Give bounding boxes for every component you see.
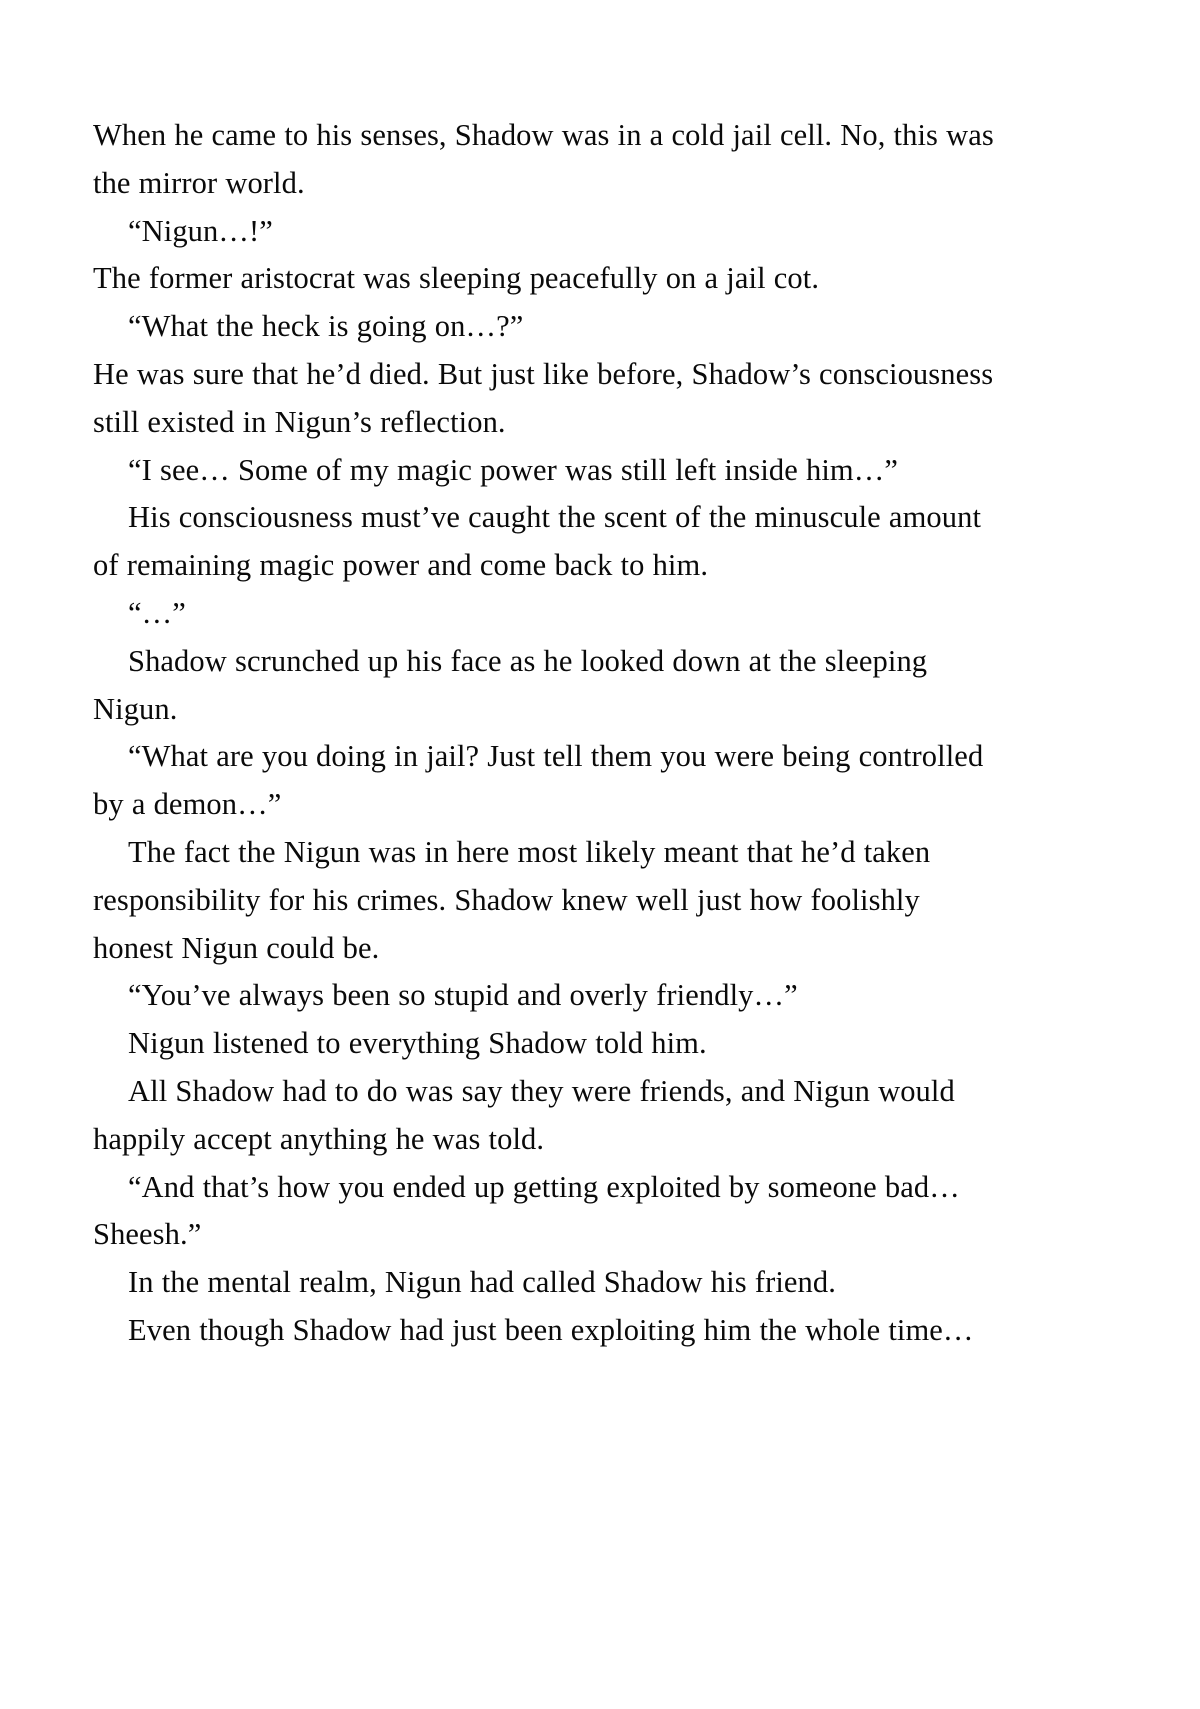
paragraph: “I see… Some of my magic power was still left inside him…”: [128, 452, 898, 487]
paragraph: In the mental realm, Nigun had called Shadow his friend.: [128, 1265, 836, 1300]
paragraph: The former aristocrat was sleeping peacefully on a jail cot.: [93, 261, 820, 296]
page-text-block: [93, 112, 999, 1355]
paragraph: “You’ve always been so stupid and overly friendly…”: [128, 978, 798, 1013]
paragraph: The fact the Nigun was in here most likely meant that he’d taken responsibility for his crimes. Shadow knew well just how foolishly honest Nigun could be.: [93, 834, 931, 965]
paragraph: His consciousness must’ve caught the scent of the minuscule amount of remaining magic power and come back to him.: [93, 500, 982, 583]
paragraph-ellipsis: “…”: [128, 595, 186, 630]
paragraph: Even though Shadow had just been exploiting him the whole time…: [128, 1312, 974, 1347]
paragraph: “Nigun…!”: [128, 213, 273, 248]
paragraph: He was sure that he’d died. But just like before, Shadow’s consciousness still existed in Nigun’s reflection.: [93, 356, 994, 439]
paragraph: All Shadow had to do was say they were friends, and Nigun would happily accept anything he was told.: [93, 1073, 955, 1156]
paragraph: When he came to his senses, Shadow was in a cold jail cell. No, this was the mirror world.: [93, 118, 994, 200]
paragraph: “What the heck is going on…?”: [128, 309, 524, 344]
paragraph: Shadow scrunched up his face as he looked down at the sleeping Nigun.: [93, 643, 928, 726]
paragraph: “And that’s how you ended up getting exploited by someone bad… Sheesh.”: [93, 1169, 960, 1252]
paragraph: Nigun listened to everything Shadow told him.: [128, 1026, 707, 1061]
paragraph: “What are you doing in jail? Just tell them you were being controlled by a demon…”: [93, 739, 984, 822]
